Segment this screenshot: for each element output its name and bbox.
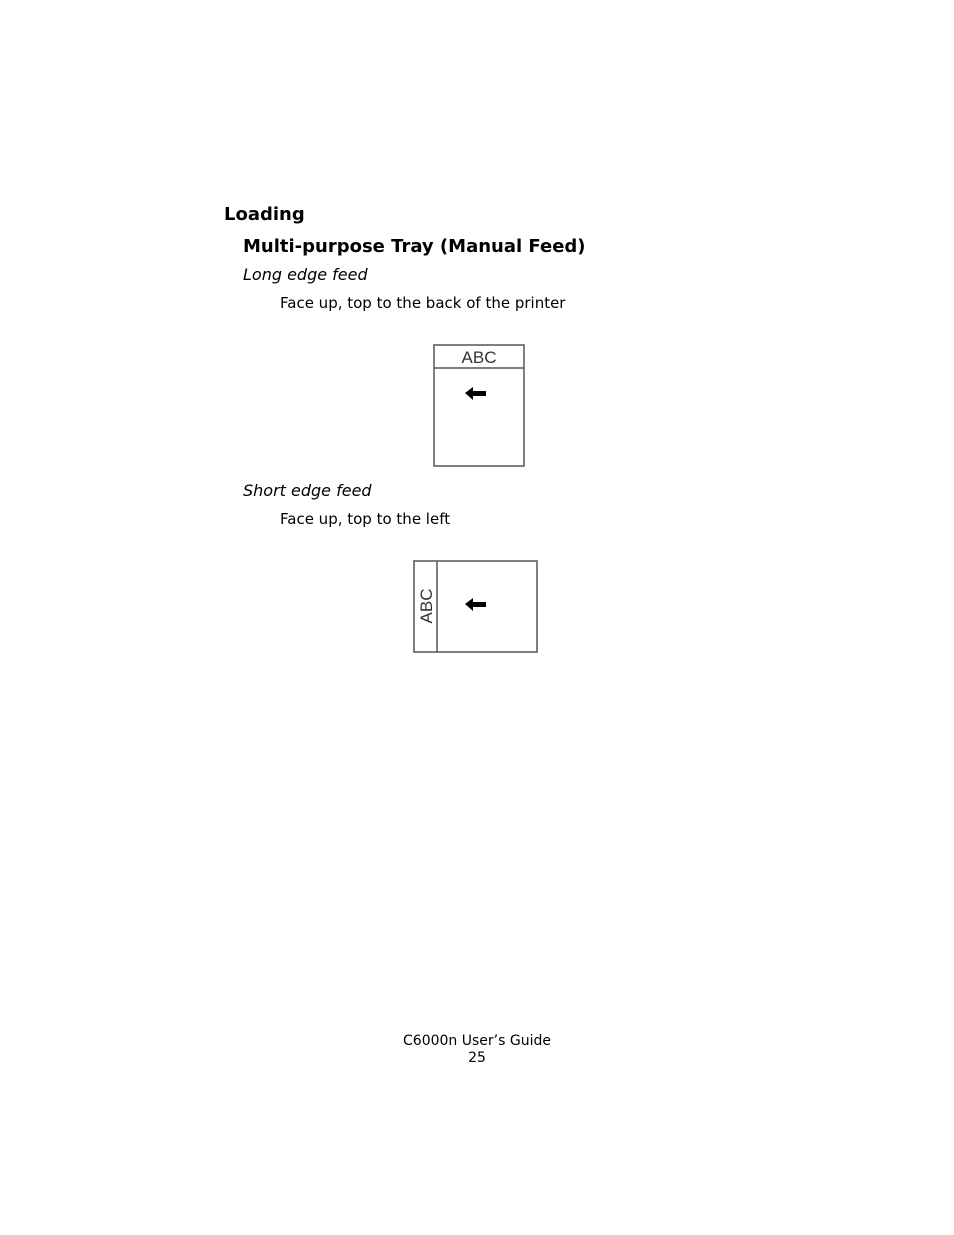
section-heading: Loading	[224, 204, 305, 225]
page-footer	[377, 1033, 577, 1067]
paper-label: ABC	[461, 348, 497, 367]
footer-title: C6000n User’s Guide	[403, 1033, 551, 1049]
page-number: 25	[468, 1050, 486, 1066]
short-edge-feed-diagram	[413, 560, 540, 655]
long-edge-feed-diagram	[433, 344, 526, 468]
short-edge-feed-label: Short edge feed	[243, 481, 372, 500]
short-edge-feed-instruction: Face up, top to the left	[280, 510, 451, 528]
long-edge-feed-instruction: Face up, top to the back of the printer	[280, 294, 566, 312]
paper-label: ABC	[417, 588, 436, 624]
section-subheading: Multi-purpose Tray (Manual Feed)	[243, 236, 586, 257]
long-edge-feed-label: Long edge feed	[243, 265, 368, 284]
